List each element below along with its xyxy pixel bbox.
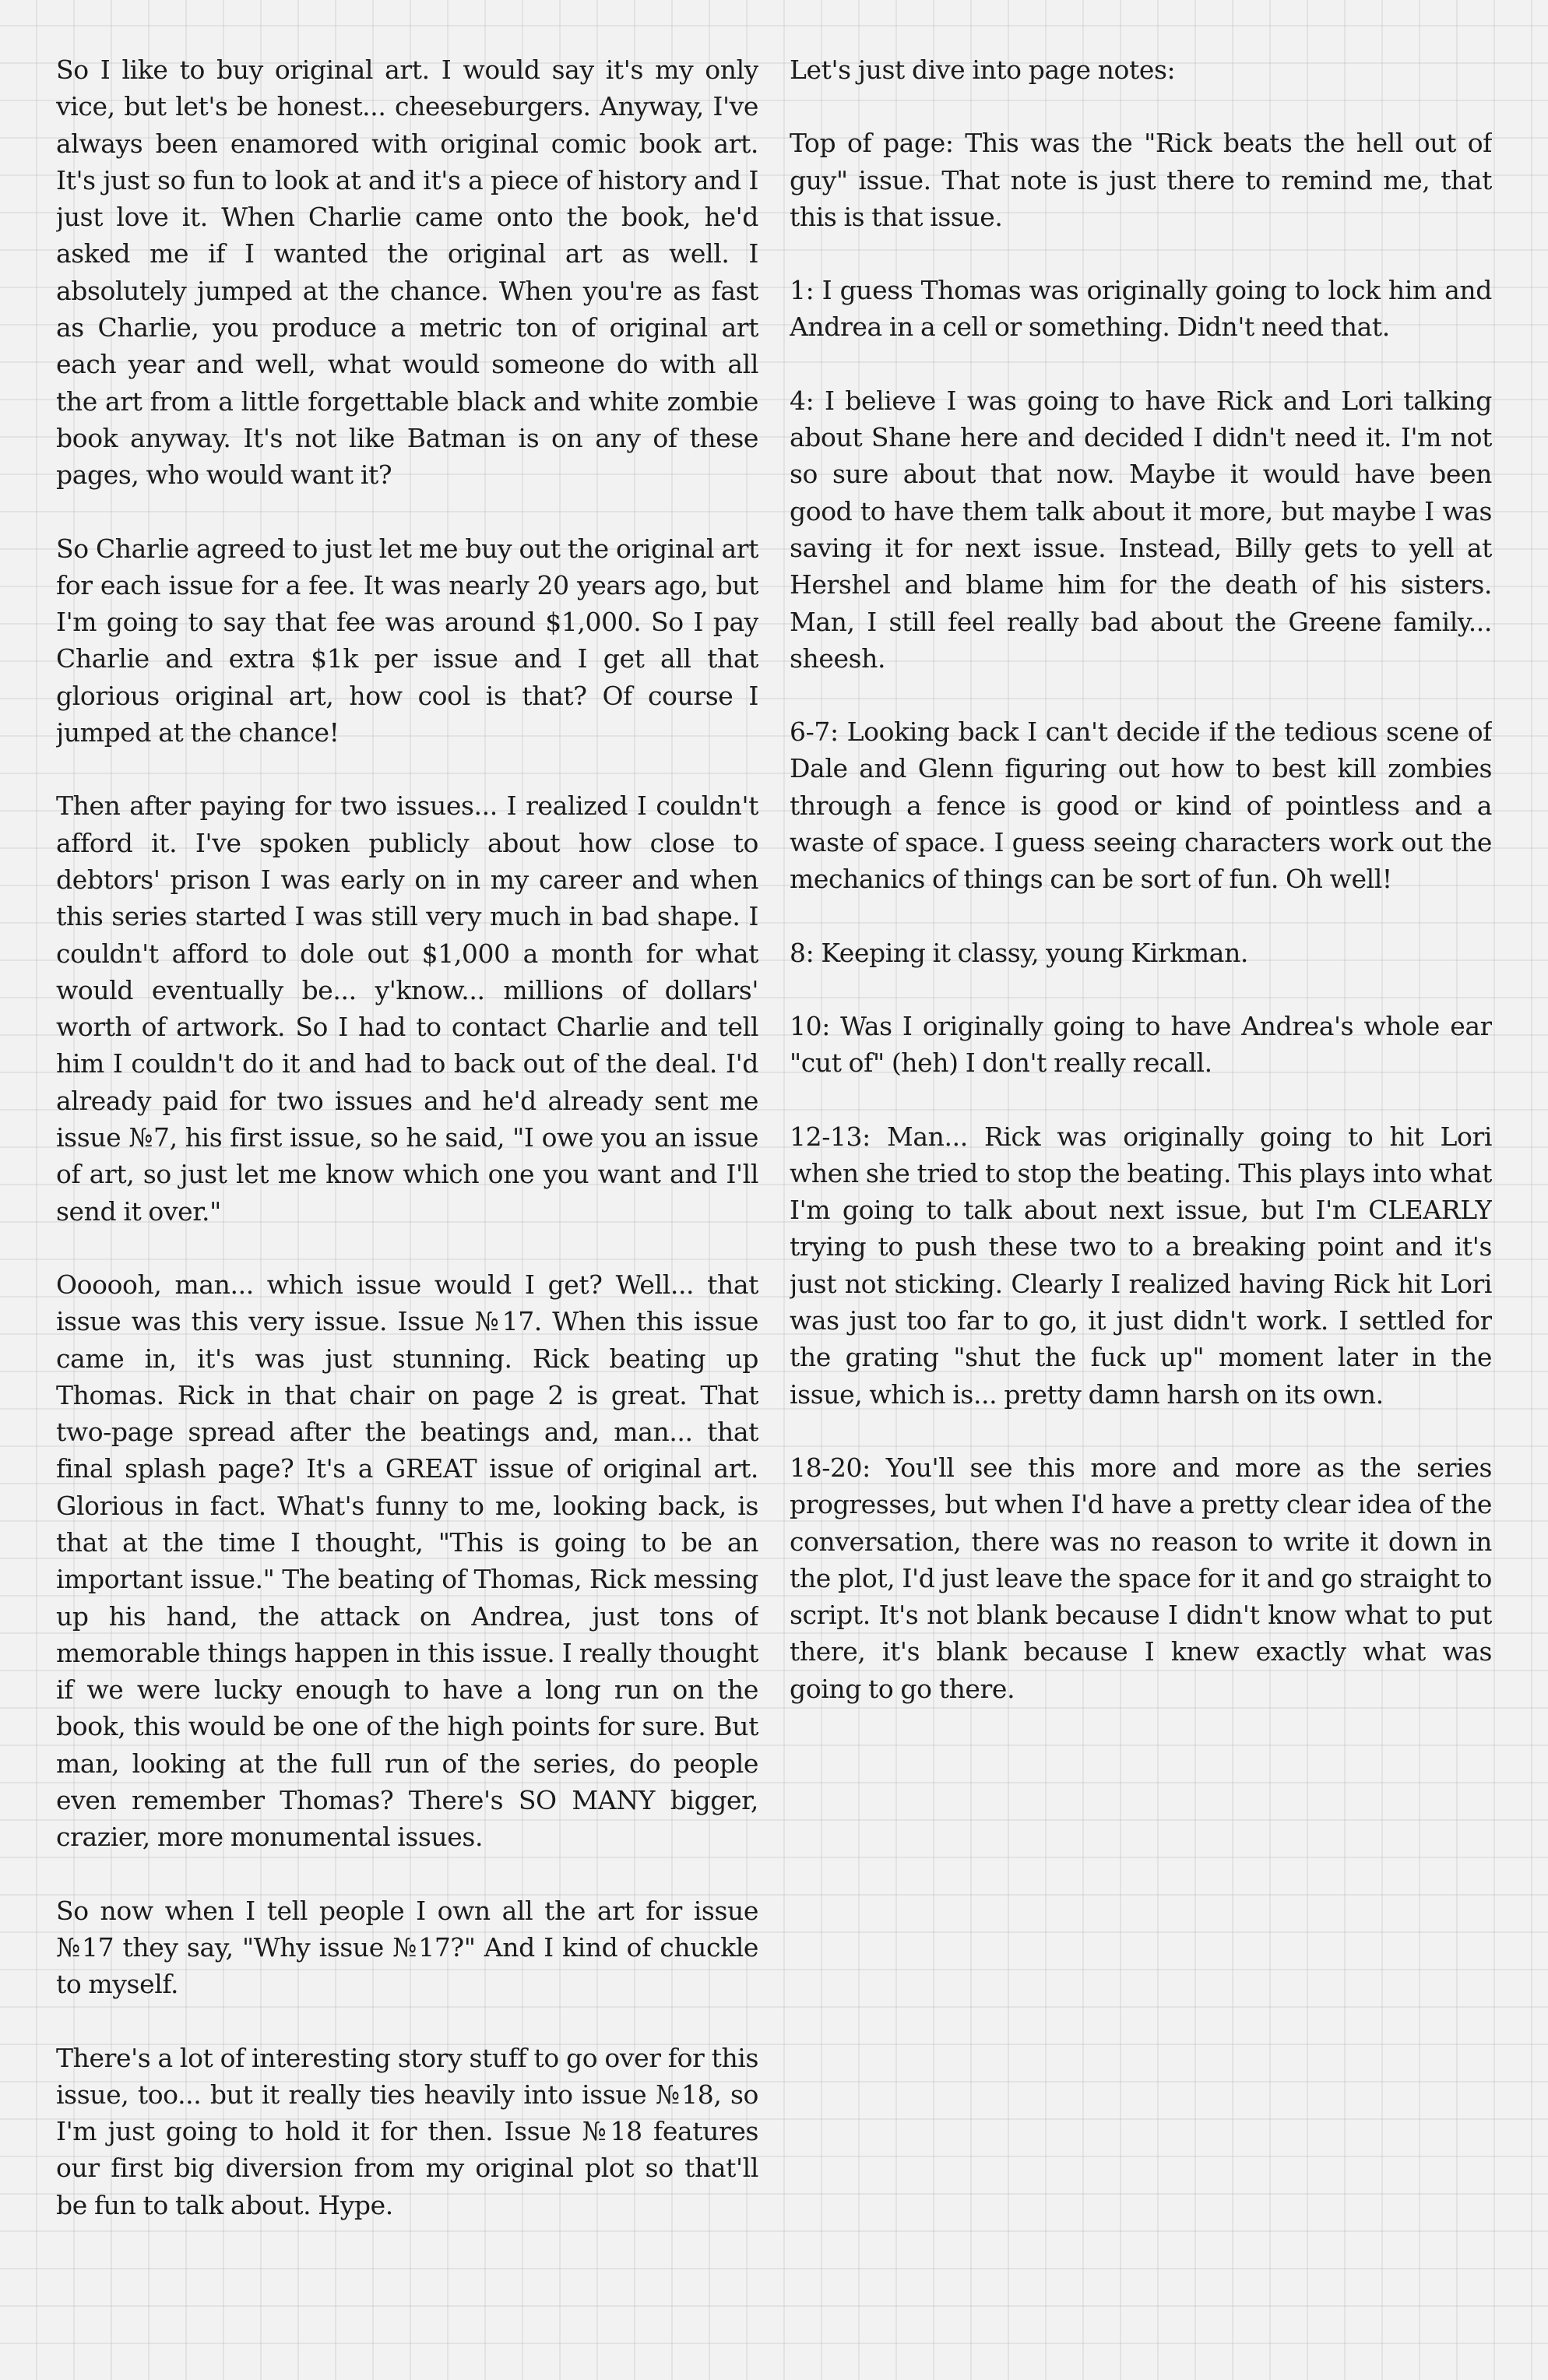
page-note: 6-7: Looking back I can't decide if the tedious scene of Dale and Glenn figuring out how to best kill zombies through a fence is good or kind of pointless and a waste of space. I guess seeing characters work out the mechanics of things can be sort of fun. Oh well!: [790, 716, 1492, 895]
paragraph: So now when I tell people I own all the art for issue №17 they say, "Why issue №17?" And I kind of chuckle to myself.: [56, 1895, 758, 2000]
page-note: 12-13: Man... Rick was originally going to hit Lori when she tried to stop the beating. This plays into what I'm going to talk about next issue, but I'm CLEARLY trying to push these two to a breaking point and it's just not sticking. Clearly I realized having Rick hit Lori was just too far to go, it just didn't work. I settled for the grating "shut the fuck up" moment later in the issue, which is... pretty damn harsh on its own.: [790, 1121, 1492, 1410]
page-note: 4: I believe I was going to have Rick and Lori talking about Shane here and decided I didn't need it. I'm not so sure about that now. Maybe it would have been good to have them talk about it more, but maybe I was saving it for next issue. Instead, Billy gets to yell at Hershel and blame him for the death of his sisters. Man, I still feel really bad about the Greene family... sheesh.: [790, 385, 1492, 674]
page-note: Top of page: This was the "Rick beats the hell out of guy" issue. That note is just there to remind me, that this is that issue.: [790, 128, 1492, 232]
article-page: [56, 51, 1492, 2341]
left-column: [56, 51, 758, 2341]
page-note: 8: Keeping it classy, young Kirkman.: [790, 937, 1249, 968]
section-intro: Let's just dive into page notes:: [790, 55, 1176, 85]
paragraph: There's a lot of interesting story stuff to go over for this issue, too... but it really ties heavily into issue №18, so I'm just going to hold it for then. Issue №18 features our first big diversion from my original plot so that'll be fun to talk about. Hype.: [56, 2042, 758, 2220]
page-note: 10: Was I originally going to have Andrea's whole ear "cut of" (heh) I don't really recall.: [790, 1010, 1492, 1079]
paragraph: So I like to buy original art. I would say it's my only vice, but let's be honest... cheeseburgers. Anyway, I've always been enamored with original comic book art. It's just so fun to look at and it's a piece of history and I just love it. When Charlie came onto the book, he'd asked me if I wanted the original art as well. I absolutely jumped at the chance. When you're as fast as Charlie, you produce a metric ton of original art each year and well, what would someone do with all the art from a little forgettable black and white zombie book anyway. It's not like Batman is on any of these pages, who would want it?: [56, 55, 758, 491]
right-column: [790, 51, 1492, 2341]
paragraph: Then after paying for two issues... I realized I couldn't afford it. I've spoken publicly about how close to debtors' prison I was early on in my career and when this series started I was still very much in bad shape. I couldn't afford to dole out $1,000 a month for what would eventually be... y'know... millions of dollars' worth of artwork. So I had to contact Charlie and tell him I couldn't do it and had to back out of the deal. I'd already paid for two issues and he'd already sent me issue №7, his first issue, so he said, "I owe you an issue of art, so just let me know which one you want and I'll send it over.": [56, 790, 758, 1227]
page-note: 18-20: You'll see this more and more as the series progresses, but when I'd have a pretty clear idea of the conversation, there was no reason to write it down in the plot, I'd just leave the space for it and go straight to script. It's not blank because I didn't know what to put there, it's blank because I knew exactly what was going to go there.: [790, 1452, 1492, 1704]
page-note: 1: I guess Thomas was originally going to lock him and Andrea in a cell or something. Didn't need that.: [790, 275, 1492, 343]
paragraph: Oooooh, man... which issue would I get? Well... that issue was this very issue. Issue №17. When this issue came in, it's was just stunning. Rick beating up Thomas. Rick in that chair on page 2 is great. That two-page spread after the beatings and, man... that final splash page? It's a GREAT issue of original art. Glorious in fact. What's funny to me, looking back, is that at the time I thought, "This is going to be an important issue." The beating of Thomas, Rick messing up his hand, the attack on Andrea, just tons of memorable things happen in this issue. I really thought if we were lucky enough to have a long run on the book, this would be one of the high points for sure. But man, looking at the full run of the series, do people even remember Thomas? There's SO MANY bigger, crazier, more monumental issues.: [56, 1269, 758, 1853]
paragraph: So Charlie agreed to just let me buy out the original art for each issue for a fee. It was nearly 20 years ago, but I'm going to say that fee was around $1,000. So I pay Charlie and extra $1k per issue and I get all that glorious original art, how cool is that? Of course I jumped at the chance!: [56, 533, 758, 748]
